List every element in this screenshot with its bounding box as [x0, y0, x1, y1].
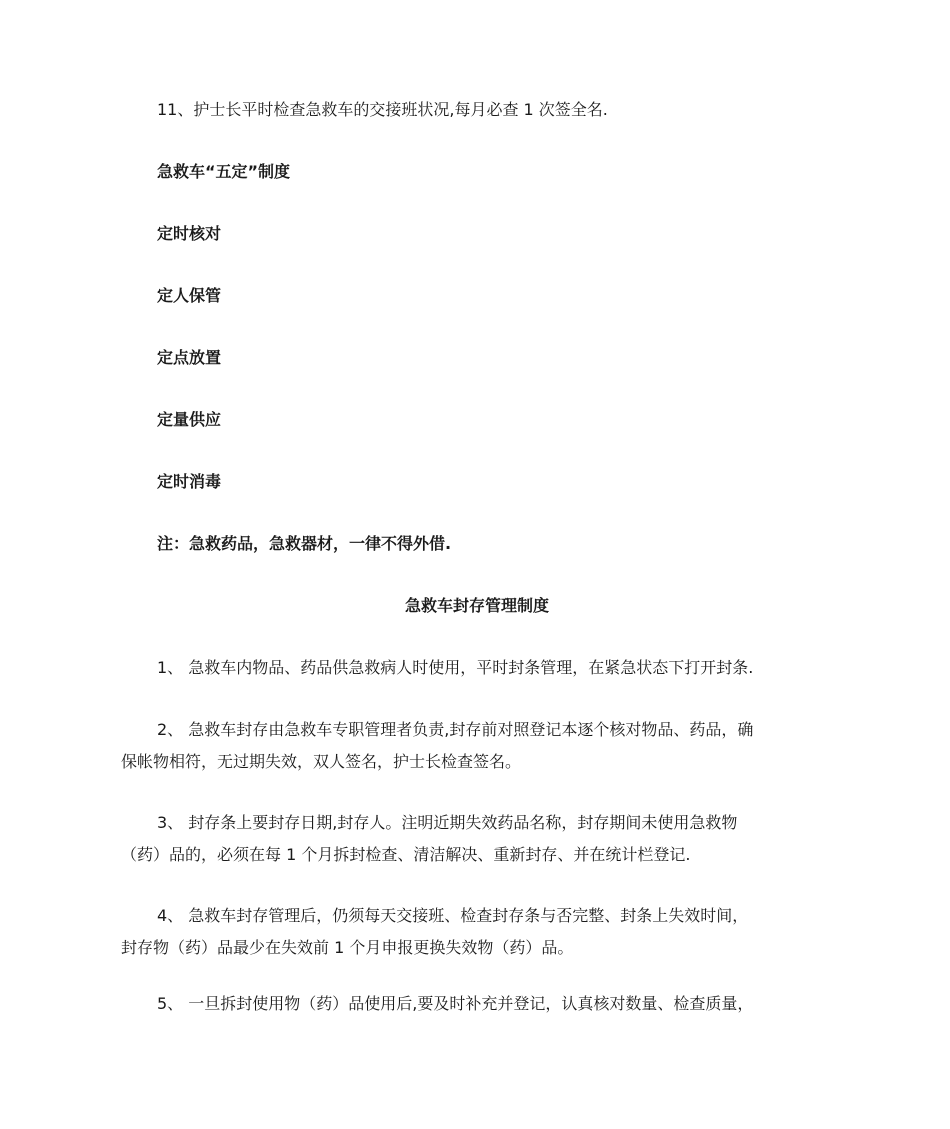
five-fixed-item: 定人保管: [157, 286, 222, 305]
five-fixed-note: 注：急救药品，急救器材，一律不得外借.: [157, 534, 452, 553]
paragraph-line: （药）品的，必须在每 1 个月拆封检查、清洁解决、重新封存、并在统计栏登记.: [121, 845, 691, 864]
five-fixed-item: 定点放置: [157, 348, 222, 367]
seal-paragraph-5: [121, 988, 833, 1020]
paragraph-line: 3、 封存条上要封存日期,封存人。注明近期失效药品名称，封存期间未使用急救物: [157, 813, 738, 832]
paragraph-line: 5、 一旦拆封使用物（药）品使用后,要及时补充并登记，认真核对数量、检查质量，: [157, 994, 754, 1013]
paragraph-line: 封存物（药）品最少在失效前 1 个月申报更换失效物（药）品。: [121, 938, 574, 957]
paragraph-line: 2、 急救车封存由急救车专职管理者负责,封存前对照登记本逐个核对物品、药品，确: [157, 720, 754, 739]
five-fixed-title: 急救车“五定”制度: [157, 162, 291, 181]
five-fixed-item: 定量供应: [157, 410, 222, 429]
seal-paragraph-1: 1、 急救车内物品、药品供急救病人时使用，平时封条管理，在紧急状态下打开封条.: [157, 658, 754, 677]
item-11-text: 11、护士长平时检查急救车的交接班状况,每月必查 1 次签全名.: [157, 100, 608, 119]
five-fixed-item: 定时核对: [157, 224, 222, 243]
seal-paragraph-2: [121, 714, 833, 778]
paragraph-line: 4、 急救车封存管理后，仍须每天交接班、检查封存条与否完整、封条上失效时间，: [157, 906, 749, 925]
paragraph-line: 保帐物相符，无过期失效，双人签名，护士长检查签名。: [121, 752, 522, 771]
five-fixed-item: 定时消毒: [157, 472, 222, 491]
seal-section-title: 急救车封存管理制度: [404, 596, 549, 615]
seal-paragraph-3: [121, 807, 833, 871]
seal-paragraph-4: [121, 900, 833, 964]
